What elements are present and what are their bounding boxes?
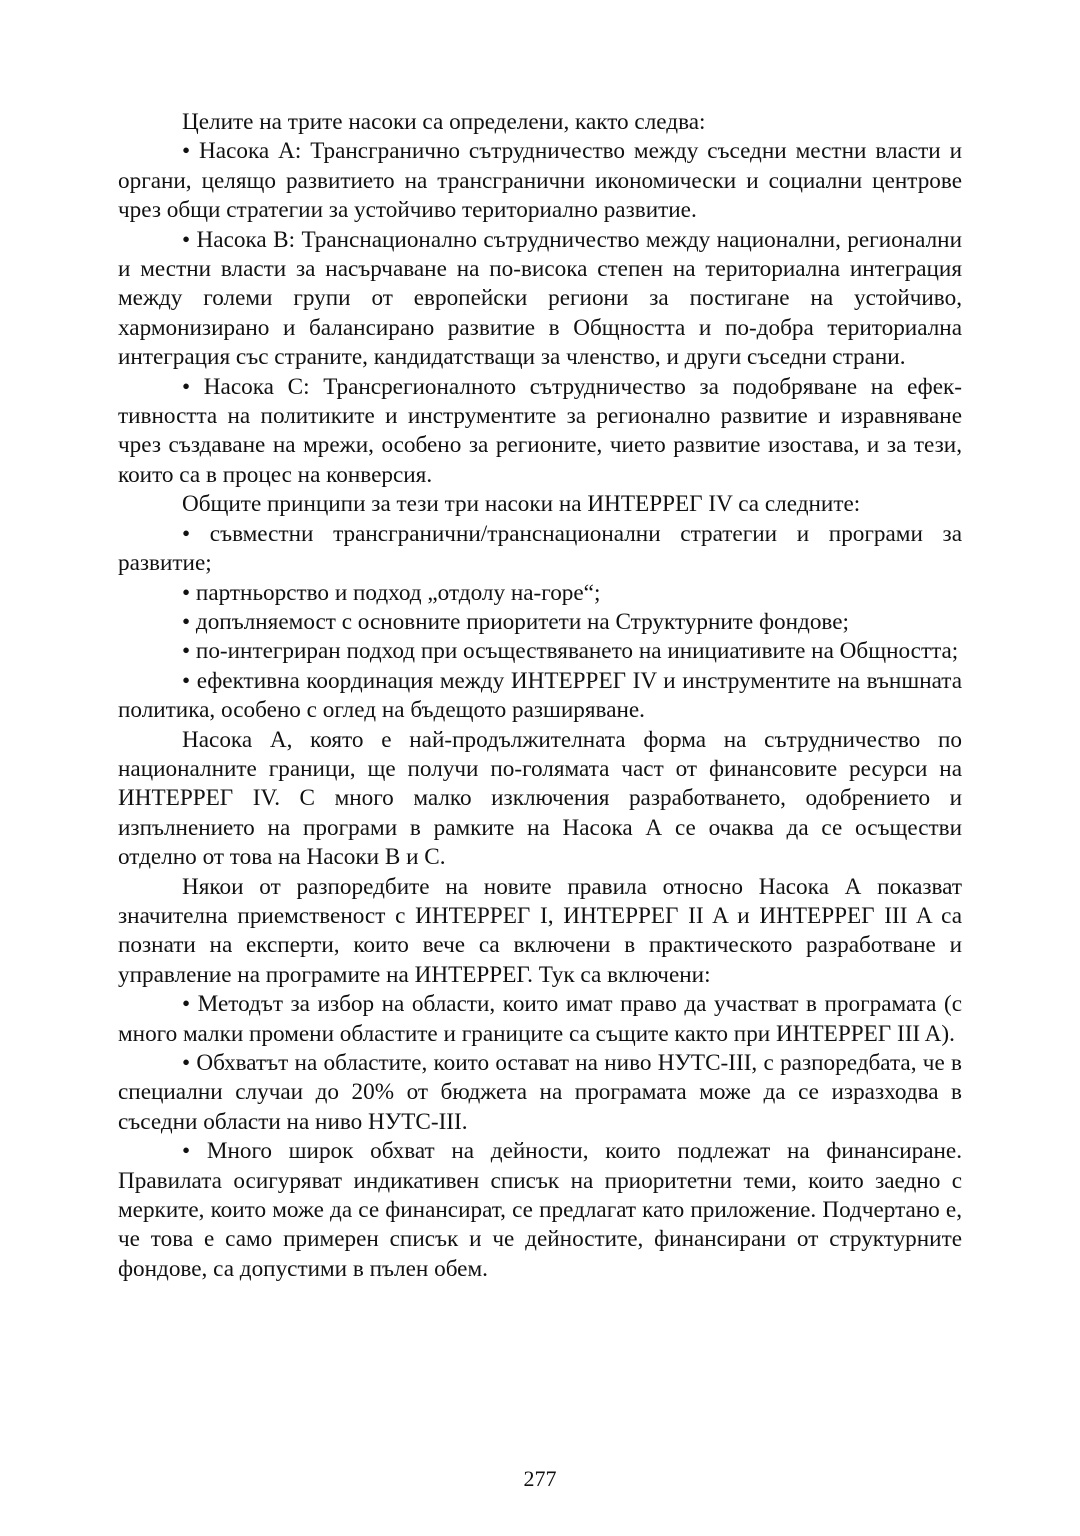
paragraph-bullet-additionality: • допълняемост с основните приоритети на Структурните фондове; xyxy=(182,608,849,635)
paragraph-bullet-guideline-a: • Насока А: Трансгранично сътрудничество между съседни местни власти и органи, целящо развитието на трансгранични икономически и социални центрове чрез общи стратегии за устойчиво териториално развитие. xyxy=(118,138,962,224)
paragraph-principles-intro: Общите принципи за тези три насоки на ИНТЕРРЕГ IV са следните: xyxy=(182,491,861,518)
paragraph-bullet-nuts-coverage: • Обхватът на областите, които остават на ниво НУТС-III, с разпоредбата, че в специални случаи до 20% от бюджета на програмата може да се изразходва в съседни области на ниво НУТС-III. xyxy=(118,1050,962,1135)
paragraph-continuity: Някои от разпоредбите на новите правила относно Насока А показват значителна приемственост с ИНТЕРРЕГ I, ИНТЕРРЕГ II A и ИНТЕРРЕГ III A са познати на експерти, които вече са включени в практическото разработване и управление на програмите на ИНТЕРРЕГ. Тук са включени: xyxy=(118,873,962,988)
paragraph-bullet-area-selection: • Методът за избор на области, които имат право да участват в програмата (с много малки промени областите и границите са същите както при ИНТЕРРЕГ III A). xyxy=(118,991,962,1047)
paragraph-bullet-guideline-b: • Насока B: Транснационално сътрудничество между национални, регионални и местни власти за насърчаване на по-висока степен на териториална интеграция между големи групи от европейски региони за постигане на устойчиво, хармонизирано и балансирано развитие в Общността и по-добра териториална интеграция със страните, кандидатстващи за членство, и други съседни страни. xyxy=(118,226,962,371)
paragraph-guideline-a-funding: Насока А, която е най-продължителната форма на сътрудничество по националните граници, ще получи по-голямата част от финансовите ресурси на ИНТЕРРЕГ IV. С много малко изключения разработването, одобрението и изпълнението на програми в рамките на Насока А се очаква да се осъществи отделно от това на Насоки В и С. xyxy=(118,726,962,871)
paragraph-bullet-integrated-approach: • по-интегриран подход при осъществяването на инициативите на Общността; xyxy=(182,638,959,665)
paragraph-bullet-partnership: • партньорство и подход „отдолу на-горе“; xyxy=(182,579,601,606)
page-body xyxy=(118,108,962,1284)
paragraph-bullet-coordination: • ефективна координация между ИНТЕРРЕГ IV и инструментите на външната политика, особено с оглед на бъдещото разширяване. xyxy=(118,667,962,724)
paragraph-intro: Целите на трите насоки са определени, както следва: xyxy=(182,109,706,135)
paragraph-bullet-joint-strategies: • съвместни трансгранични/транснационални стратегии и програми за развитие; xyxy=(118,520,962,577)
paragraph-bullet-guideline-c: • Насока С: Трансрегионалното сътрудничество за подобряване на ефективността на политиките и инструментите за регионално развитие и изравняване чрез създаване на мрежи, особено за регионите, чието развитие изостава, и за тези, които са в процес на конверсия. xyxy=(118,373,962,488)
paragraph-bullet-activities-scope: • Много широк обхват на дейности, които подлежат на финансиране. Правилата осигуряват индикативен списък на приоритетни теми, които заедно с мерките, които може да се финансират, се предлагат като приложение. Подчертано е, че това е само примерен списък и че дейностите, финансирани от структурните фондове, са допустими в пълен обем. xyxy=(118,1138,962,1282)
page-number: 277 xyxy=(523,1466,557,1491)
